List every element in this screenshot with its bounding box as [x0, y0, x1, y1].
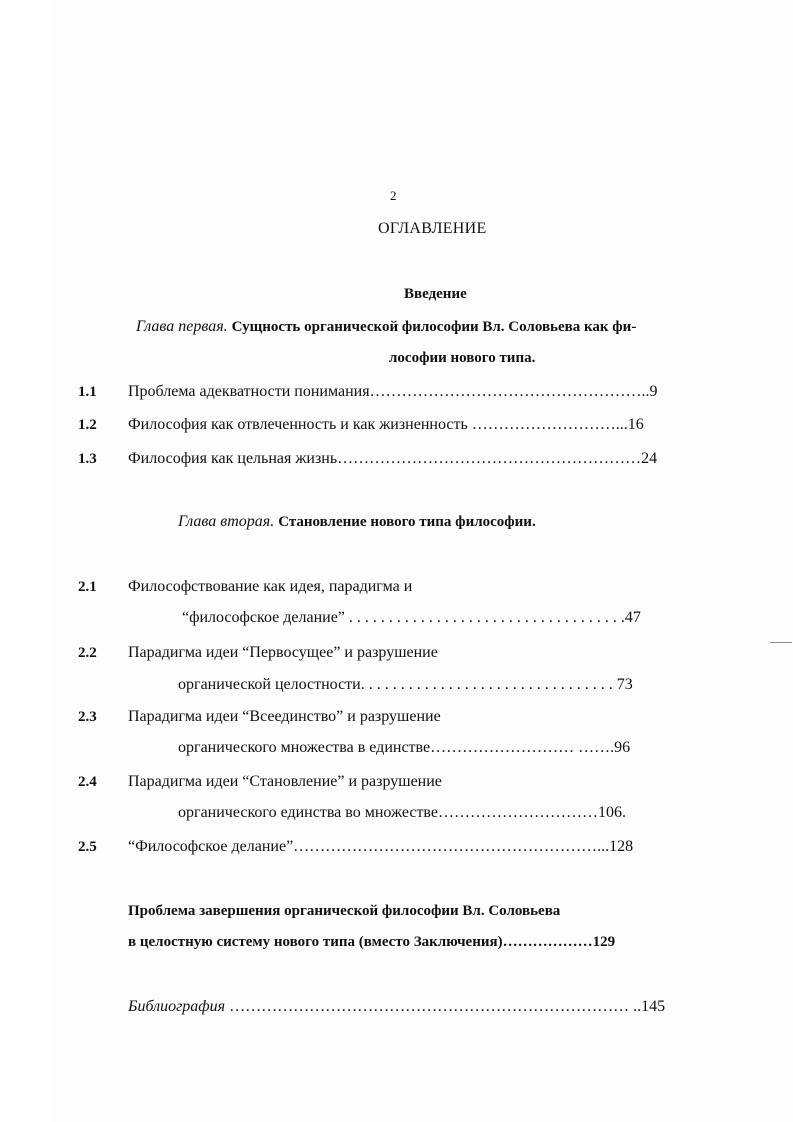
chapter1-title-part1: Сущность органической философии Вл. Соловьева как фи- — [231, 319, 637, 335]
conclusion-line2: в целостную систему нового типа (вместо Заключения)………………129 — [128, 934, 616, 950]
toc-title: ОГЛАВЛЕНИЕ — [378, 220, 487, 237]
chapter2-label: Глава вторая. — [178, 513, 275, 530]
toc-entry: “Философское делание”…………………………………………………...128 — [128, 838, 634, 855]
chapter1-title-part2: лософии нового типа. — [389, 350, 536, 366]
page-number: 2 — [390, 188, 397, 203]
toc-entry-line1: Парадигма идеи “Всеединство” и разрушение — [128, 708, 441, 725]
entry-number: 2.2 — [78, 645, 97, 661]
toc-entry-line2: органической целостности. . . . . . . . . . . . . . . . . . . . . . . . . . . . . . . . 73 — [178, 676, 633, 693]
conclusion-line1: Проблема завершения органической философии Вл. Соловьева — [128, 903, 561, 919]
bibliography-dots: ………………………………………………………………… ..145 — [225, 998, 666, 1015]
intro-heading: Введение — [404, 286, 467, 302]
toc-entry-line1: Философствование как идея, парадигма и — [128, 578, 413, 595]
toc-entry-line1: Парадигма идеи “Становление” и разрушение — [128, 773, 442, 790]
toc-entry-line2: органического единства во множестве…………………………106. — [178, 804, 626, 821]
toc-entry-line2: органического множества в единстве……………………… …….96 — [178, 739, 631, 756]
entry-number: 2.5 — [78, 839, 97, 855]
entry-number: 1.3 — [78, 451, 97, 467]
scan-mark — [770, 642, 792, 643]
bibliography-label: Библиография — [128, 998, 226, 1015]
bibliography-entry — [128, 998, 665, 1016]
chapter1-label: Глава первая. — [136, 318, 228, 335]
entry-number: 1.1 — [78, 384, 97, 400]
entry-number: 2.1 — [78, 579, 97, 595]
toc-entry: Философия как цельная жизнь…………………………………………………24 — [128, 450, 658, 467]
chapter2-heading — [178, 513, 536, 531]
toc-entry: Проблема адекватности понимания……………………………………………..9 — [128, 383, 658, 400]
entry-number: 2.4 — [78, 774, 97, 790]
toc-entry-line1: Парадигма идеи “Первосущее” и разрушение — [128, 644, 438, 661]
chapter1-heading — [136, 318, 636, 336]
page-surface — [52, 0, 793, 1122]
entry-number: 1.2 — [78, 417, 97, 433]
toc-entry: Философия как отвлеченность и как жизненность ………………………...16 — [128, 416, 644, 433]
toc-entry-line2: “философское делание” . . . . . . . . . . . . . . . . . . . . . . . . . . . . . . . . . . .47 — [182, 609, 641, 626]
chapter2-title: Становление нового типа философии. — [278, 514, 536, 530]
entry-number: 2.3 — [78, 709, 97, 725]
